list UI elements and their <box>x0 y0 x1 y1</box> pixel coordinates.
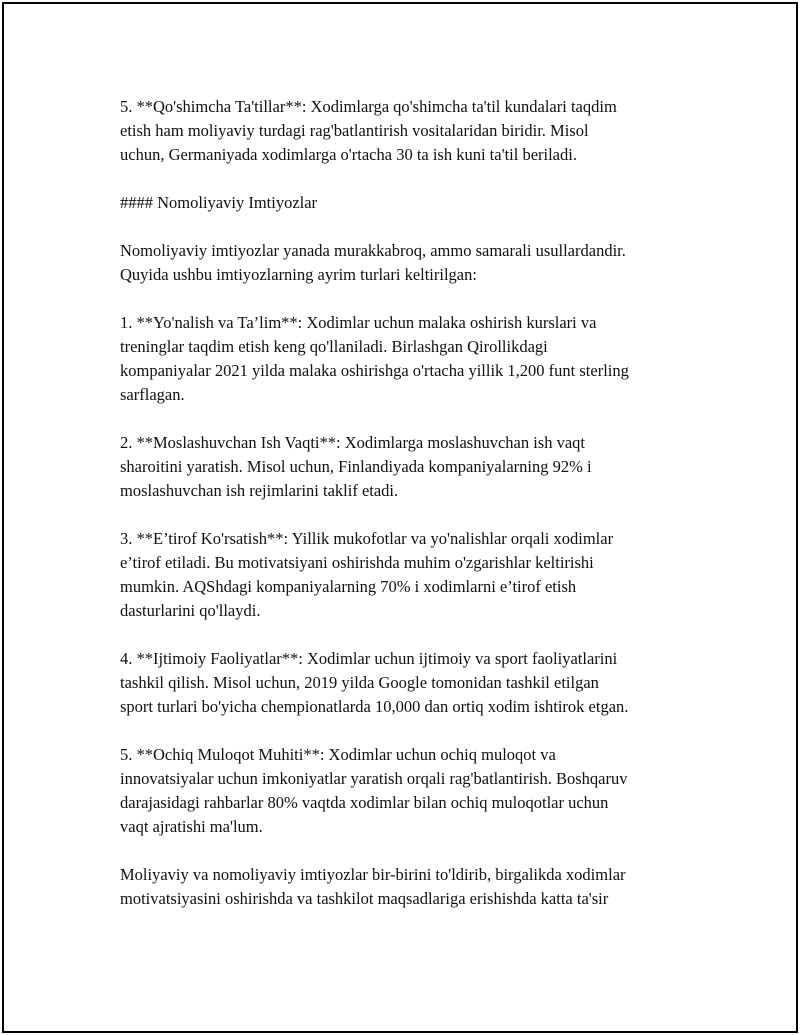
paragraph-training <box>120 311 700 407</box>
text-line: 5. **Ochiq Muloqot Muhiti**: Xodimlar uchun ochiq muloqot va <box>120 745 556 764</box>
text-line: sarflagan. <box>120 385 185 404</box>
heading-line: #### Nomoliyaviy Imtiyozlar <box>120 193 318 212</box>
text-line: moslashuvchan ish rejimlarini taklif etadi. <box>120 481 399 500</box>
paragraph-recognition <box>120 527 700 623</box>
paragraph-intro-non-financial <box>120 239 700 287</box>
text-line: sharoitini yaratish. Misol uchun, Finlandiyada kompaniyalarning 92% i <box>120 457 592 476</box>
text-line: innovatsiyalar uchun imkoniyatlar yaratish orqali rag'batlantirish. Boshqaruv <box>120 769 628 788</box>
text-line: 5. **Qo'shimcha Ta'tillar**: Xodimlarga qo'shimcha ta'til kundalari taqdim <box>120 97 617 116</box>
paragraph-conclusion <box>120 863 700 911</box>
text-line: uchun, Germaniyada xodimlarga o'rtacha 30 ta ish kuni ta'til beriladi. <box>120 145 577 164</box>
text-line: 4. **Ijtimoiy Faoliyatlar**: Xodimlar uchun ijtimoiy va sport faoliyatlarini <box>120 649 618 668</box>
text-line: Quyida ushbu imtiyozlarning ayrim turlari keltirilgan: <box>120 265 477 284</box>
text-line: dasturlarini qo'llaydi. <box>120 601 261 620</box>
section-heading-non-financial <box>120 191 700 215</box>
text-line: 3. **E’tirof Ko'rsatish**: Yillik mukofotlar va yo'nalishlar orqali xodimlar <box>120 529 614 548</box>
text-line: 2. **Moslashuvchan Ish Vaqti**: Xodimlarga moslashuvchan ish vaqt <box>120 433 586 452</box>
text-line: e’tirof etiladi. Bu motivatsiyani oshirishda muhim o'zgarishlar keltirishi <box>120 553 594 572</box>
text-line: Nomoliyaviy imtiyozlar yanada murakkabroq, ammo samarali usullardandir. <box>120 241 626 260</box>
document-body <box>120 95 700 935</box>
text-line: treninglar taqdim etish keng qo'llaniladi. Birlashgan Qirollikdagi <box>120 337 548 356</box>
text-line: etish ham moliyaviy turdagi rag'batlantirish vositalaridan biridir. Misol <box>120 121 589 140</box>
text-line: motivatsiyasini oshirishda va tashkilot maqsadlariga erishishda katta ta'sir <box>120 889 609 908</box>
paragraph-open-communication <box>120 743 700 839</box>
text-line: Moliyaviy va nomoliyaviy imtiyozlar bir-birini to'ldirib, birgalikda xodimlar <box>120 865 626 884</box>
text-line: vaqt ajratishi ma'lum. <box>120 817 263 836</box>
text-line: kompaniyalar 2021 yilda malaka oshirishga o'rtacha yillik 1,200 funt sterling <box>120 361 629 380</box>
text-line: mumkin. AQShdagi kompaniyalarning 70% i xodimlarni e’tirof etish <box>120 577 577 596</box>
text-line: tashkil qilish. Misol uchun, 2019 yilda Google tomonidan tashkil etilgan <box>120 673 599 692</box>
paragraph-flexible-hours <box>120 431 700 503</box>
page-frame <box>2 2 798 1033</box>
paragraph-additional-leave <box>120 95 700 167</box>
text-line: 1. **Yo'nalish va Ta’lim**: Xodimlar uchun malaka oshirish kurslari va <box>120 313 597 332</box>
text-line: sport turlari bo'yicha chempionatlarda 10,000 dan ortiq xodim ishtirok etgan. <box>120 697 629 716</box>
paragraph-social-activities <box>120 647 700 719</box>
text-line: darajasidagi rahbarlar 80% vaqtda xodimlar bilan ochiq muloqotlar uchun <box>120 793 609 812</box>
